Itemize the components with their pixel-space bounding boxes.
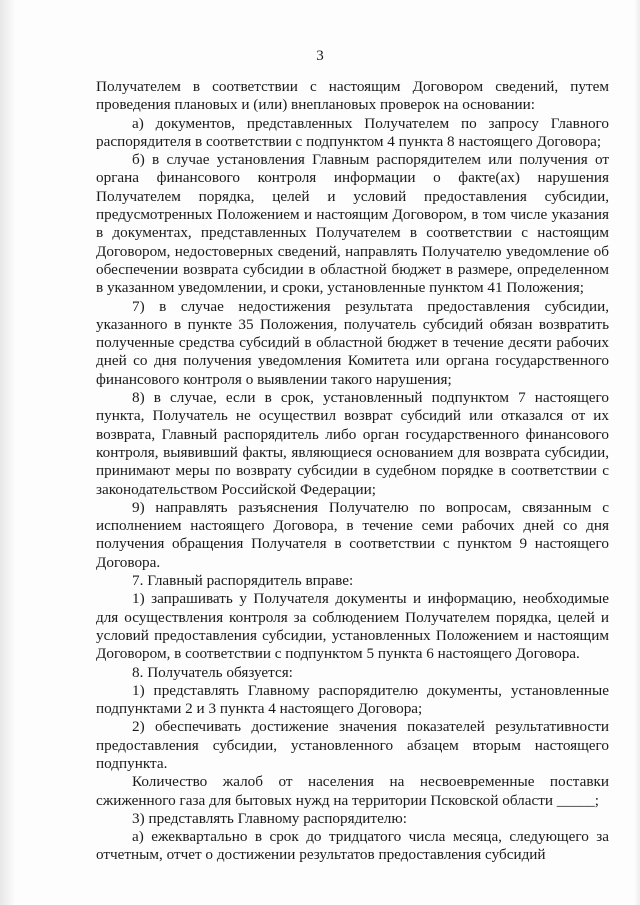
- scan-right-edge: [634, 0, 640, 905]
- paragraph-8-2: 2) обеспечивать достижение значения показателей результативности предоставления субсидии, установленного абзацем вторым настоящего подпункта.: [96, 718, 609, 772]
- section-8-heading: 8. Получатель обязуется:: [132, 663, 293, 681]
- paragraph-8-3-a: а) ежеквартально в срок до тридцатого числа месяца, следующего за отчетным, отчет о достижении результатов предоставления субсидий: [96, 828, 609, 864]
- paragraph-item-8: 8) в случае, если в срок, установленный подпунктом 7 настоящего пункта, Получатель не осуществил возврат субсидий или отказался от их возврата, Главный распорядитель либо орган государственного финансового контроля, выявивший факты, являющиеся основанием для возврата субсидии, принимают меры по возврату субсидии в судебном порядке в соответствии с законодательством Российской Федерации;: [96, 389, 609, 498]
- document-body: [96, 78, 609, 865]
- paragraph-continuation: Получателем в соответствии с настоящим Договором сведений, путем проведения плановых и (или) внеплановых проверок на основании:: [96, 78, 609, 114]
- paragraph-item-7: 7) в случае недостижения результата предоставления субсидии, указанного в пункте 35 Положения, получатель субсидий обязан возвратить полученные средства субсидий в областной бюджет в течение десяти рабочих дней со дня получения уведомления Комитета или органа государственного финансового контроля о выявлении такого нарушения;: [96, 297, 609, 388]
- paragraph-item-b: б) в случае установления Главным распорядителем или получения от органа финансового контроля информации о факте(ах) нарушения Получателем порядка, целей и условий предоставления субсидии, предусмотренных Положением и настоящим Договором, в том числе указания в документах, представленных Получателем в соответствии с настоящим Договором, недостоверных сведений, направлять Получателю уведомление об обеспечении возврата субсидии в областной бюджет в размере, определенном в указанном уведомлении, и сроки, установленные пунктом 41 Положения;: [96, 151, 609, 297]
- paragraph-8-3: 3) представлять Главному распорядителю:: [132, 809, 407, 827]
- paragraph-item-9: 9) направлять разъяснения Получателю по вопросам, связанным с исполнением настоящего Договора, в течение семи рабочих дней со дня получения обращения Получателя в соответствии с пунктом 9 настоящего Договора.: [96, 498, 609, 571]
- paragraph-8-1: 1) представлять Главному распорядителю документы, установленные подпунктами 2 и 3 пункта 4 настоящего Договора;: [96, 681, 609, 718]
- section-7-heading: 7. Главный распорядитель вправе:: [132, 572, 354, 590]
- paragraph-complaints-indicator: Количество жалоб от населения на несвоевременные поставки сжиженного газа для бытовых нужд на территории Псковской области _____;: [96, 773, 609, 809]
- page-number: 3: [316, 48, 324, 64]
- scan-left-edge: [0, 0, 14, 905]
- paragraph-7-1: 1) запрашивать у Получателя документы и информацию, необходимые для осуществления контроля за соблюдением Получателем порядка, целей и условий предоставления субсидии, установленных Положением и настоящим Договором, в соответствии с подпунктом 5 пункта 6 настоящего Договора.: [96, 590, 609, 663]
- paragraph-item-a: а) документов, представленных Получателем по запросу Главного распорядителя в соответствии с подпунктом 4 пункта 8 настоящего Договора;: [96, 114, 609, 150]
